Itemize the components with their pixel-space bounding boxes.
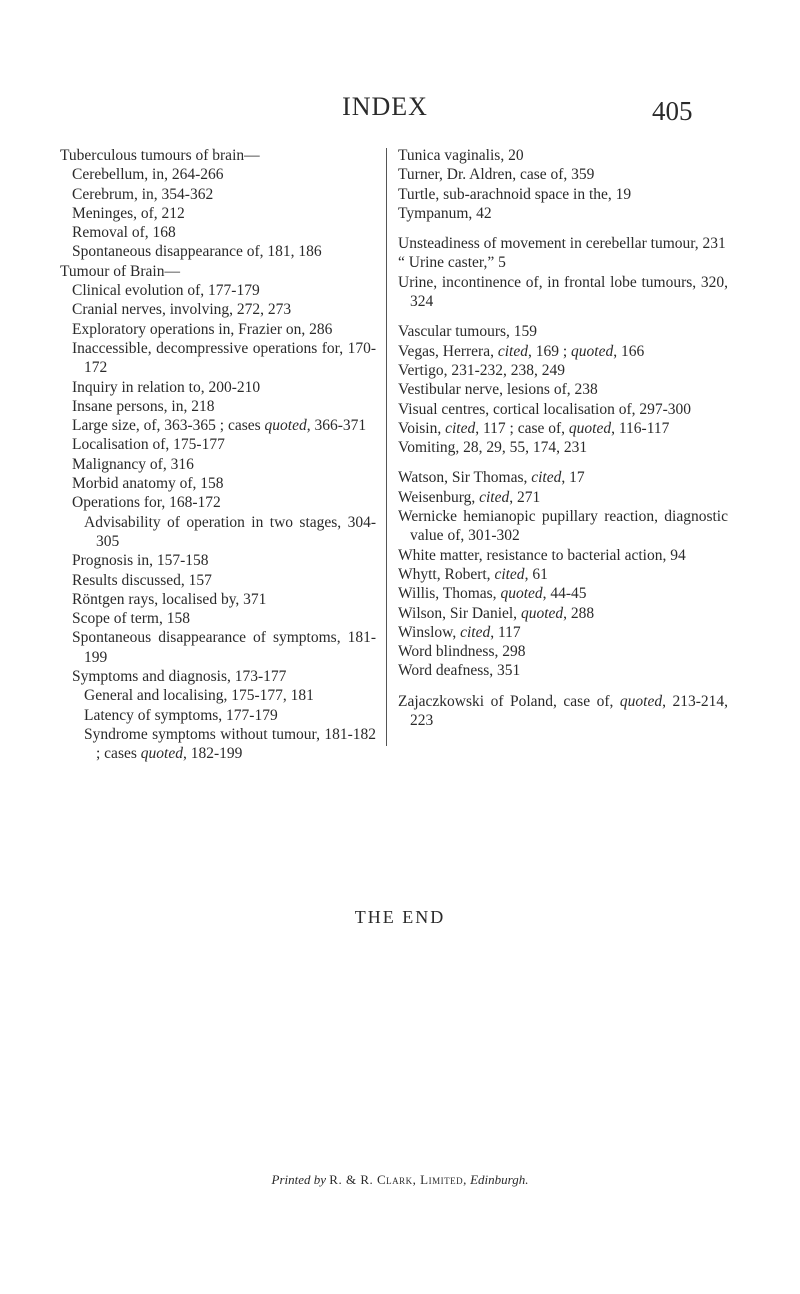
index-subentry	[60, 204, 376, 223]
end-text: THE END	[354, 907, 446, 927]
index-column-left	[60, 146, 376, 764]
index-subentry	[60, 455, 376, 474]
entry-text: Latency of symptoms, 177-179	[84, 706, 278, 724]
italic-term: quoted	[568, 419, 612, 437]
entry-text: , 116-117	[611, 419, 670, 437]
index-subentry	[60, 609, 376, 628]
entry-text: Localisation of, 175-177	[72, 436, 225, 454]
index-entry	[398, 565, 728, 584]
entry-text: Willis, Thomas,	[398, 585, 501, 603]
entry-text: Cerebellum, in, 264-266	[72, 166, 224, 184]
entry-text: Results discussed, 157	[72, 571, 212, 589]
entry-text: , 169 ;	[527, 342, 572, 360]
entry-text: Prognosis in, 157-158	[72, 552, 209, 570]
entry-text: Removal of, 168	[72, 224, 176, 242]
section-gap	[398, 681, 728, 692]
index-entry	[398, 273, 728, 312]
entry-text: Wernicke hemianopic pupillary reaction, diagnostic value of, 301-302	[398, 508, 728, 545]
entry-text: Tympanum, 42	[398, 204, 492, 222]
index-subentry	[60, 628, 376, 667]
entry-text: General and localising, 175-177, 181	[84, 687, 314, 705]
italic-term: quoted	[571, 342, 614, 360]
italic-term: quoted	[140, 745, 183, 763]
entry-text: Exploratory operations in, Frazier on, 286	[72, 320, 333, 338]
entry-text: Syndrome symptoms without tumour, 181-182 ; cases	[84, 725, 376, 763]
italic-term: quoted	[619, 692, 663, 710]
entry-text: Morbid anatomy of, 158	[72, 475, 224, 493]
index-entry	[398, 642, 728, 661]
italic-term: cited	[497, 342, 528, 360]
entry-text: Operations for, 168-172	[72, 494, 221, 512]
index-entry	[398, 342, 728, 361]
index-subentry	[60, 706, 376, 725]
index-entry	[398, 165, 728, 184]
entry-text: Turtle, sub-arachnoid space in the, 19	[398, 185, 632, 203]
index-entry	[398, 253, 728, 272]
index-subentry	[60, 474, 376, 493]
entry-text: “ Urine caster,” 5	[398, 254, 506, 272]
index-entry	[398, 419, 728, 438]
index-entry	[398, 507, 728, 546]
index-entry	[398, 438, 728, 457]
printer-imprint	[0, 1172, 800, 1188]
index-entry	[398, 584, 728, 603]
column-divider	[386, 148, 387, 746]
section-gap	[398, 311, 728, 322]
entry-text: , 182-199	[182, 745, 243, 763]
page-header	[0, 92, 800, 132]
index-subentry	[60, 435, 376, 454]
entry-text: Inaccessible, decompressive operations for, 170-172	[72, 339, 376, 377]
index-subentry	[60, 281, 376, 300]
index-entry	[398, 623, 728, 642]
entry-text: Vestibular nerve, lesions of, 238	[398, 381, 598, 399]
italic-term: cited	[460, 623, 491, 641]
entry-text: Malignancy of, 316	[72, 455, 194, 473]
index-subentry	[60, 378, 376, 397]
index-entry	[398, 380, 728, 399]
entry-text: , 44-45	[542, 585, 587, 603]
entry-text: Inquiry in relation to, 200-210	[72, 378, 261, 396]
entry-text: Vertigo, 231-232, 238, 249	[398, 361, 566, 379]
entry-text: Turner, Dr. Aldren, case of, 359	[398, 166, 595, 184]
entry-text: , 166	[613, 342, 645, 360]
section-gap	[398, 223, 728, 234]
index-entry	[398, 322, 728, 341]
index-entry	[398, 204, 728, 223]
printer-name: R. & R. Clark, Limited,	[329, 1172, 467, 1187]
index-subentry	[60, 397, 376, 416]
index-entry	[398, 546, 728, 565]
entry-text: Spontaneous disappearance of symptoms, 181-199	[72, 629, 376, 666]
entry-text: Unsteadiness of movement in cerebellar tumour, 231	[398, 235, 726, 253]
index-subentry	[60, 590, 376, 609]
index-subentry	[60, 551, 376, 570]
entry-text: , 117 ; case of,	[475, 419, 569, 437]
index-subentry	[60, 185, 376, 204]
index-entry	[398, 488, 728, 507]
index-column-right	[398, 146, 728, 730]
entry-text: Scope of term, 158	[72, 610, 190, 628]
italic-term: cited	[494, 565, 525, 583]
entry-text: Whytt, Robert,	[398, 565, 495, 583]
index-subentry	[60, 165, 376, 184]
index-subentry	[60, 667, 376, 686]
entry-text: Vegas, Herrera,	[398, 342, 498, 360]
index-entry	[60, 146, 376, 165]
entry-text: Weisenburg,	[398, 488, 480, 506]
entry-text: Winslow,	[398, 623, 461, 641]
index-entry	[398, 361, 728, 380]
printer-place: Edinburgh.	[470, 1172, 529, 1187]
index-entry	[398, 234, 728, 253]
entry-text: Large size, of, 363-365 ; cases	[72, 417, 265, 435]
entry-text: Röntgen rays, localised by, 371	[72, 590, 267, 608]
entry-text: Symptoms and diagnosis, 173-177	[72, 668, 287, 686]
entry-text: , 17	[561, 469, 585, 487]
index-subentry	[60, 300, 376, 319]
italic-term: quoted	[520, 604, 564, 622]
entry-text: Vomiting, 28, 29, 55, 174, 231	[398, 439, 588, 457]
italic-term: cited	[531, 469, 562, 487]
entry-text: , 61	[524, 565, 548, 583]
index-subentry	[60, 513, 376, 552]
entry-text: Urine, incontinence of, in frontal lobe tumours, 320, 324	[398, 273, 728, 311]
index-entry	[398, 692, 728, 731]
italic-term: quoted	[500, 585, 543, 603]
section-gap	[398, 457, 728, 468]
entry-text: Spontaneous disappearance of, 181, 186	[72, 243, 322, 261]
index-subentry	[60, 571, 376, 590]
entry-text: White matter, resistance to bacterial action, 94	[398, 546, 686, 564]
entry-text: Vascular tumours, 159	[398, 323, 538, 341]
entry-text: Cranial nerves, involving, 272, 273	[72, 301, 292, 319]
entry-text: Tunica vaginalis, 20	[398, 147, 524, 164]
entry-text: Clinical evolution of, 177-179	[72, 282, 260, 300]
printer-prefix: Printed by	[271, 1172, 327, 1187]
index-subentry	[60, 725, 376, 764]
entry-text: Meninges, of, 212	[72, 204, 185, 222]
index-subentry	[60, 686, 376, 705]
entry-text: , 366-371	[306, 417, 367, 435]
entry-text: Tuberculous tumours of brain—	[60, 147, 260, 164]
entry-text: Wilson, Sir Daniel,	[398, 604, 521, 622]
entry-text: , 288	[563, 604, 595, 622]
index-subentry	[60, 339, 376, 378]
entry-text: , 271	[509, 488, 541, 506]
index-entry	[60, 262, 376, 281]
index-entry	[398, 185, 728, 204]
index-subentry	[60, 416, 376, 435]
italic-term: cited	[479, 488, 510, 506]
entry-text: Watson, Sir Thomas,	[398, 469, 532, 487]
entry-text: Cerebrum, in, 354-362	[72, 185, 214, 203]
entry-text: Word deafness, 351	[398, 662, 521, 680]
index-subentry	[60, 223, 376, 242]
entry-text: Visual centres, cortical localisation of, 297-300	[398, 400, 692, 418]
entry-text: Zajaczkowski of Poland, case of,	[398, 692, 620, 710]
index-entry	[398, 400, 728, 419]
italic-term: quoted	[264, 417, 307, 435]
index-entry	[398, 604, 728, 623]
index-entry	[398, 661, 728, 680]
entry-text: Tumour of Brain—	[60, 262, 180, 280]
index-subentry	[60, 320, 376, 339]
entry-text: Advisability of operation in two stages, 304-305	[84, 513, 376, 550]
entry-text: , 117	[490, 623, 521, 641]
italic-term: cited	[445, 419, 476, 437]
index-entry	[398, 146, 728, 165]
index-subentry	[60, 242, 376, 261]
index-entry	[398, 468, 728, 487]
entry-text: , 213-214, 223	[410, 692, 728, 730]
index-subentry	[60, 493, 376, 512]
entry-text: Voisin,	[398, 419, 446, 437]
entry-text: Word blindness, 298	[398, 643, 526, 661]
entry-text: Insane persons, in, 218	[72, 397, 215, 415]
page-number: 405	[652, 96, 693, 126]
page-title: INDEX	[342, 92, 428, 121]
